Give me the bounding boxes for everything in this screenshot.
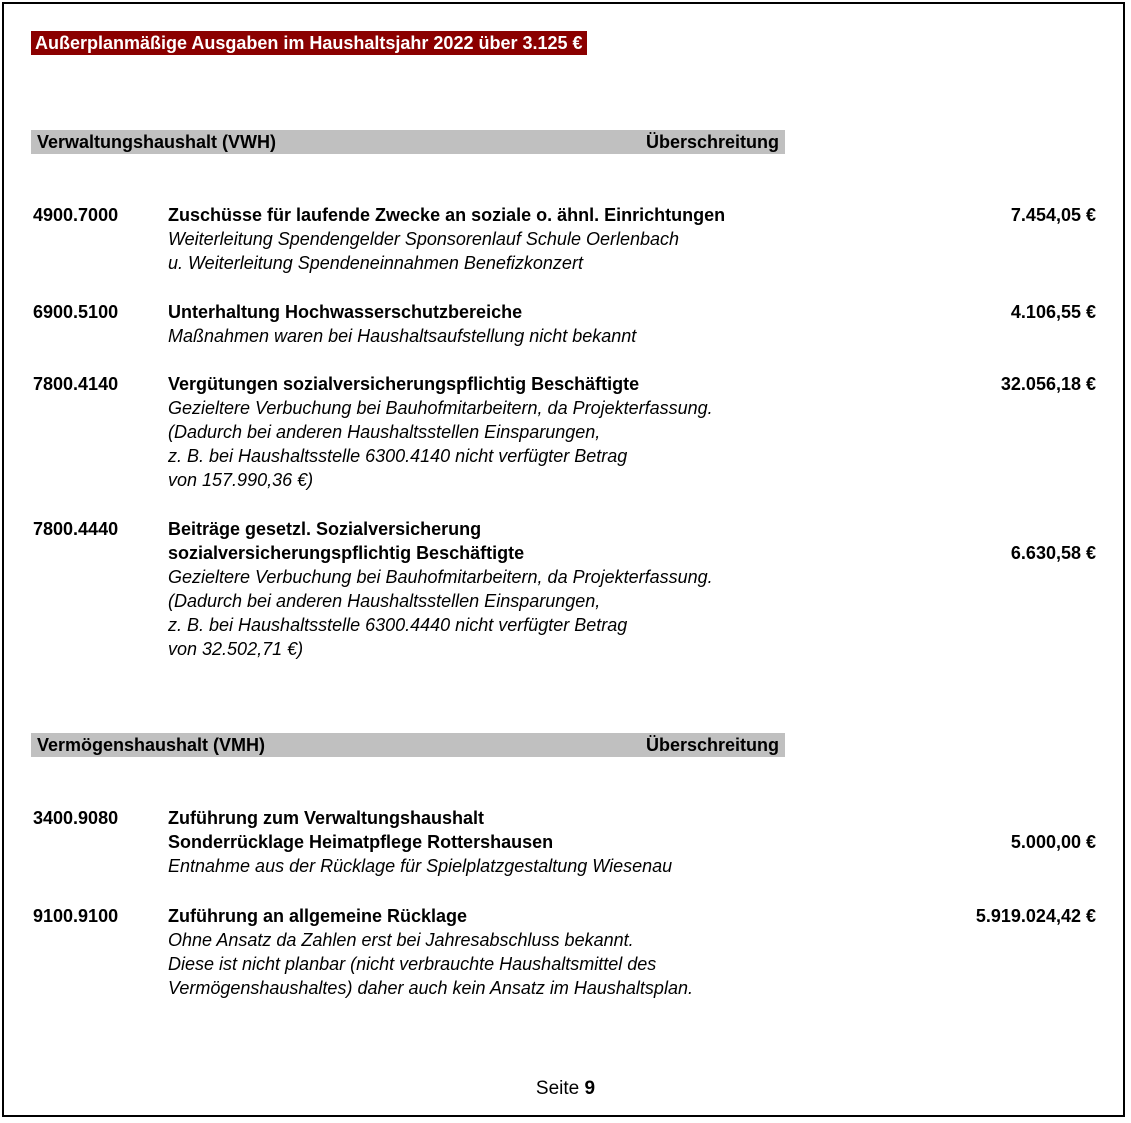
entry-note: Weiterleitung Spendengelder Sponsorenlauf Schule Oerlenbach (168, 229, 680, 249)
entry-heading: sozialversicherungspflichtig Beschäftigte (168, 543, 525, 563)
section-label-vmh: Vermögenshaushalt (VMH) (37, 735, 266, 755)
entry-note: (Dadurch bei anderen Haushaltsstellen Einsparungen, (168, 422, 601, 442)
column-header-vmh: Überschreitung (645, 735, 779, 755)
entry-note: (Dadurch bei anderen Haushaltsstellen Einsparungen, (168, 591, 601, 611)
entry-amount: 32.056,18 € (1000, 374, 1096, 394)
account-number: 7800.4440 (33, 519, 119, 539)
page-label: Seite (535, 1078, 580, 1099)
entry-note: Ohne Ansatz da Zahlen erst bei Jahresabschluss bekannt. (168, 930, 634, 950)
entry-note: Gezieltere Verbuchung bei Bauhofmitarbeitern, da Projekterfassung. (168, 567, 713, 587)
entry-amount: 6.630,58 € (1010, 543, 1096, 563)
section-header-vmh (31, 733, 785, 757)
page-number: 9 (584, 1078, 596, 1099)
entry-note: von 157.990,36 €) (168, 470, 314, 490)
entry-note: Maßnahmen waren bei Haushaltsaufstellung nicht bekannt (168, 326, 637, 346)
column-header-vwh: Überschreitung (645, 132, 779, 152)
entry-amount: 5.919.024,42 € (975, 906, 1096, 926)
entry-note: u. Weiterleitung Spendeneinnahmen Benefizkonzert (168, 253, 583, 273)
entry-heading: Zuführung zum Verwaltungshaushalt (168, 808, 485, 828)
entry-heading: Beiträge gesetzl. Sozialversicherung (168, 519, 482, 539)
entry-note: von 32.502,71 €) (168, 639, 304, 659)
entry-amount: 4.106,55 € (1010, 302, 1096, 322)
entry-heading: Zuschüsse für laufende Zwecke an soziale o. ähnl. Einrichtungen (168, 205, 726, 225)
entry-note: z. B. bei Haushaltsstelle 6300.4140 nicht verfügter Betrag (168, 446, 628, 466)
account-number: 6900.5100 (33, 302, 119, 322)
page-title: Außerplanmäßige Ausgaben im Haushaltsjahr 2022 über 3.125 € (31, 31, 587, 55)
account-number: 9100.9100 (33, 906, 119, 926)
account-number: 7800.4140 (33, 374, 119, 394)
entry-heading: Zuführung an allgemeine Rücklage (168, 906, 468, 926)
entry-amount: 5.000,00 € (1010, 832, 1096, 852)
account-number: 3400.9080 (33, 808, 119, 828)
page-footer (0, 1077, 1131, 1101)
entry-heading: Unterhaltung Hochwasserschutzbereiche (168, 302, 523, 322)
section-label-vwh: Verwaltungshaushalt (VWH) (37, 132, 277, 152)
entry-heading: Vergütungen sozialversicherungspflichtig Beschäftigte (168, 374, 640, 394)
entry-note: z. B. bei Haushaltsstelle 6300.4440 nicht verfügter Betrag (168, 615, 628, 635)
entry-heading: Sonderrücklage Heimatpflege Rottershausen (168, 832, 554, 852)
section-header-vwh (31, 130, 785, 154)
entry-amount: 7.454,05 € (1010, 205, 1096, 225)
entry-note: Vermögenshaushaltes) daher auch kein Ansatz im Haushaltsplan. (168, 978, 693, 998)
entry-note: Entnahme aus der Rücklage für Spielplatzgestaltung Wiesenau (168, 856, 673, 876)
entry-note: Gezieltere Verbuchung bei Bauhofmitarbeitern, da Projekterfassung. (168, 398, 713, 418)
account-number: 4900.7000 (33, 205, 119, 225)
entry-note: Diese ist nicht planbar (nicht verbrauchte Haushaltsmittel des (168, 954, 657, 974)
